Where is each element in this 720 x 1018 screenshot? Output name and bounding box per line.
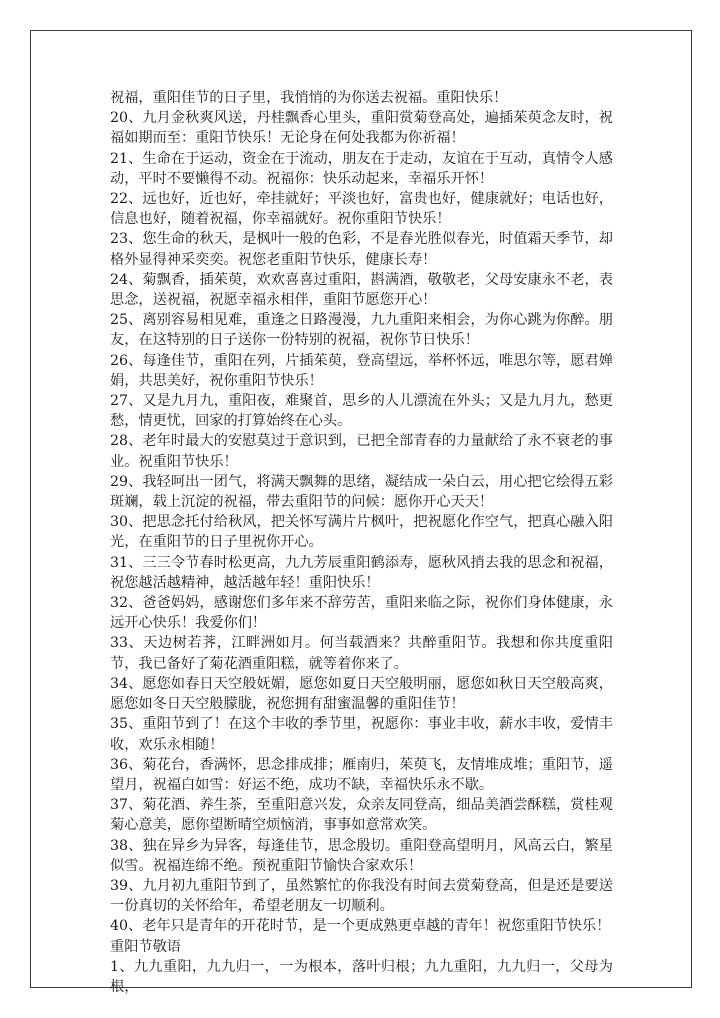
paragraph-26: 26、每逢佳节，重阳在列，片插茱萸，登高望远，举杯怀远，唯思尔等，愿君婵娟，共思美好，祝你重阳节快乐！ xyxy=(110,352,613,389)
paragraph-23: 23、您生命的秋天，是枫叶一般的色彩，不是春光胜似春光，时值霜天季节，却格外显得神采奕奕。祝您老重阳节快乐，健康长寿！ xyxy=(110,231,613,268)
paragraph-31: 31、三三令节春时松更高，九九芳辰重阳鹤添寿，愿秋风捎去我的思念和祝福，祝您越活越精神，越活越年轻！重阳快乐！ xyxy=(110,554,613,591)
paragraph-22: 22、远也好，近也好，牵挂就好；平淡也好，富贵也好，健康就好；电话也好，信息也好，随着祝福，你幸福就好。祝你重阳节快乐！ xyxy=(110,191,613,228)
paragraph-33: 33、天边树若荠，江畔洲如月。何当载酒来？共醉重阳节。我想和你共度重阳节，我已备好了菊花酒重阳糕，就等着你来了。 xyxy=(110,635,613,672)
paragraph-35: 35、重阳节到了！在这个丰收的季节里，祝愿你：事业丰收，薪水丰收，爱情丰收，欢乐永相随！ xyxy=(110,716,613,753)
paragraph-30: 30、把思念托付给秋风，把关怀写满片片枫叶，把祝愿化作空气，把真心融入阳光，在重阳节的日子里祝你开心。 xyxy=(110,514,613,551)
paragraph-25: 25、离别容易相见难，重逢之日路漫漫，九九重阳来相会，为你心跳为你醉。朋友，在这特别的日子送你一份特别的祝福，祝你节日快乐！ xyxy=(110,312,613,349)
paragraph-32: 32、爸爸妈妈，感谢您们多年来不辞劳苦，重阳来临之际，祝你们身体健康，永远开心快乐！我爱你们！ xyxy=(110,595,613,632)
paragraph-40: 40、老年只是青年的开花时节，是一个更成熟更卓越的青年！祝您重阳节快乐！ xyxy=(110,918,611,935)
paragraph-38: 38、独在异乡为异客，每逢佳节，思念殷切。重阳登高望明月，风高云白，繁星似雪。祝福连绵不绝。预祝重阳节愉快合家欢乐！ xyxy=(110,837,613,874)
paragraph-37: 37、菊花酒、养生茶，至重阳意兴发，众亲友同登高，细品美酒尝酥糕，赏桂观菊心意美，愿你望断晴空烦恼消，事事如意常欢笑。 xyxy=(110,797,613,834)
section-heading: 重阳节敬语 xyxy=(110,938,181,955)
paragraph-21: 21、生命在于运动，资金在于流动，朋友在于走动，友谊在于互动，真情令人感动，平时不要懒得不动。祝福你：快乐动起来，幸福乐开怀！ xyxy=(110,150,613,187)
paragraph-34: 34、愿您如春日天空般妩媚，愿您如夏日天空般明丽，愿您如秋日天空般高爽，愿您如冬日天空般朦胧，祝您拥有甜蜜温馨的重阳佳节！ xyxy=(110,675,613,713)
paragraph-39: 39、九月初九重阳节到了，虽然繁忙的你我没有时间去赏菊登高，但是还是要送一份真切的关怀给年，希望老朋友一切顺利。 xyxy=(110,877,613,915)
paragraph-0: 祝福，重阳佳节的日子里，我悄悄的为你送去祝福。重阳快乐！ xyxy=(110,90,508,106)
paragraph-27: 27、又是九月九，重阳夜，难聚首，思乡的人儿漂流在外头；又是九月九，愁更愁，情更忧，回家的打算始终在心头。 xyxy=(110,393,613,430)
paragraph-28: 28、老年时最大的安慰莫过于意识到，已把全部青春的力量献给了永不衰老的事业。祝重阳节快乐！ xyxy=(110,433,613,470)
paragraph-last: 1、九九重阳，九九归一，一为根本，落叶归根；九九重阳，九九归一，父母为根， xyxy=(110,958,613,995)
paragraph-24: 24、菊飘香，插茱萸，欢欢喜喜过重阳，斟满酒，敬敬老，父母安康永不老，表思念，送祝福，祝愿幸福永相伴，重阳节愿您开心！ xyxy=(110,271,613,309)
paragraph-20: 20、九月金秋爽风送，丹桂飘香心里头，重阳赏菊登高处，遍插茱萸念友时，祝福如期而至：重阳节快乐！无论身在何处我都为你祈福！ xyxy=(110,110,613,147)
document-body xyxy=(110,88,613,997)
paragraph-36: 36、菊花台，香满怀，思念排成排；雁南归，茱萸飞，友情堆成堆；重阳节，遥望月，祝福白如雪：好运不绝，成功不缺，幸福快乐永不歇。 xyxy=(110,756,613,793)
paragraph-29: 29、我轻呵出一团气，将满天飘舞的思绪，凝结成一朵白云，用心把它绘得五彩斑斓，载上沉淀的祝福，带去重阳节的问候：愿你开心天天！ xyxy=(110,473,613,511)
